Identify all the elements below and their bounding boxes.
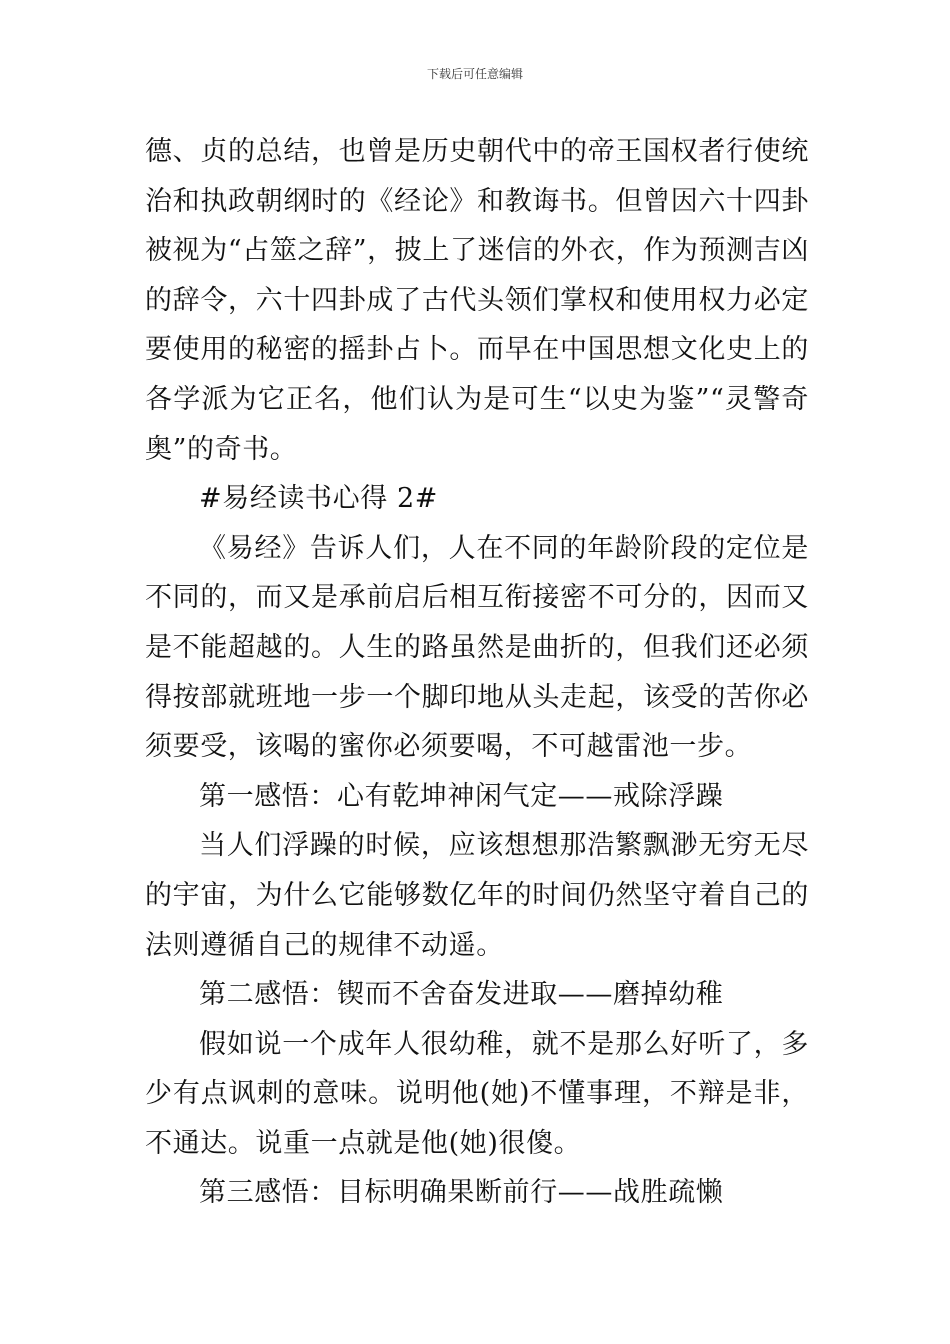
insight-heading: 第二感悟：锲而不舍奋发进取——磨掉幼稚: [199, 979, 724, 1011]
section-heading: #易经读书心得 2#: [199, 483, 439, 515]
paragraph: 德、贞的总结，也曾是历史朝代中的帝王国权者行使统治和执政朝纲时的《经论》和教诲书。但曾因六十四卦被视为“占筮之辞”，披上了迷信的外衣，作为预测吉凶的辞令，六十四卦成了古代头领们掌权和使用权力必定要使用的秘密的摇卦占卜。而早在中国思想文化史上的各学派为它正名，他们认为是可生“以史为鉴”“灵警奇奥”的奇书。: [145, 136, 809, 465]
insight-heading: 第三感悟：目标明确果断前行——战胜疏懒: [199, 1177, 724, 1209]
insight-heading: 第一感悟：心有乾坤神闲气定——戒除浮躁: [199, 780, 724, 812]
document-body: [145, 127, 809, 1218]
paragraph: 《易经》告诉人们，人在不同的年龄阶段的定位是不同的，而又是承前启后相互衔接密不可分的，因而又是不能超越的。人生的路虽然是曲折的，但我们还必须得按部就班地一步一个脚印地从头走起，该受的苦你必须要受，该喝的蜜你必须要喝，不可越雷池一步。: [145, 532, 809, 763]
paragraph: 假如说一个成年人很幼稚，就不是那么好听了，多少有点讽刺的意味。说明他(她)不懂事理，不辩是非，不通达。说重一点就是他(她)很傻。: [145, 1028, 809, 1159]
paragraph: 当人们浮躁的时候，应该想想那浩繁飘渺无穷无尽的宇宙，为什么它能够数亿年的时间仍然坚守着自己的法则遵循自己的规律不动遥。: [145, 830, 809, 961]
page-header-note: 下载后可任意编辑: [426, 67, 523, 81]
